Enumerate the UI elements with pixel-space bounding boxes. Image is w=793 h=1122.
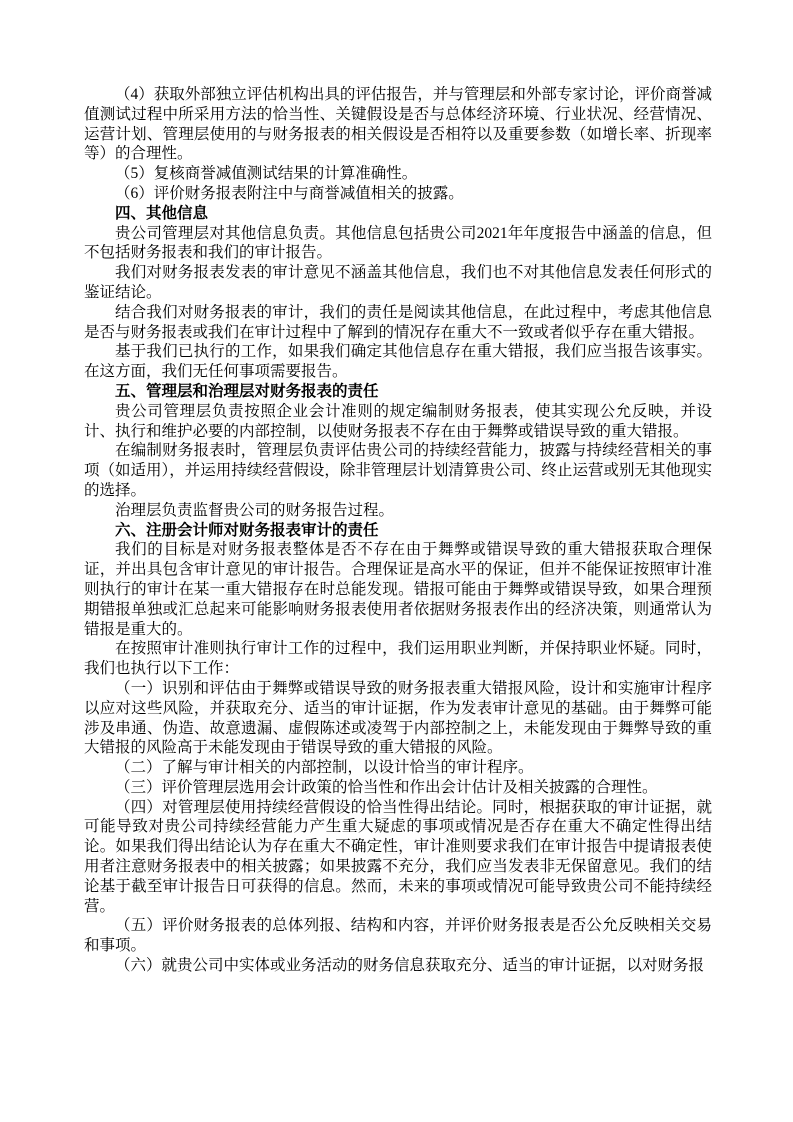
para-work-item-3: （三）评价管理层选用会计政策的恰当性和作出会计估计及相关披露的合理性。 xyxy=(115,778,658,796)
para-goodwill-procedure-4: （4）获取外部独立评估机构出具的评估报告，并与管理层和外部专家讨论，评价商誉减值测试过程中所采用方法的恰当性、关键假设是否与总体经济环境、行业状况、经营情况、运营计划、管理层使用的与财务报表的相关假设是否相符以及重要参数（如增长率、折现率等）的合理性。 xyxy=(84,86,712,163)
para-goodwill-procedure-6: （6）评价财务报表附注中与商誉减值相关的披露。 xyxy=(115,184,464,202)
heading-management-governance-responsibility: 五、管理层和治理层对财务报表的责任 xyxy=(115,382,379,400)
report-body-text xyxy=(84,85,712,976)
para-work-item-1: （一）识别和评估由于舞弊或错误导致的财务报表重大错报风险，设计和实施审计程序以应对这些风险，并获取充分、适当的审计证据，作为发表审计意见的基础。由于舞弊可能涉及串通、伪造、故意遗漏、虚假陈述或凌驾于内部控制之上，未能发现由于舞弊导致的重大错报的风险高于未能发现由于错误导致的重大错报的风险。 xyxy=(84,679,712,757)
para-work-item-6: （六）就贵公司中实体或业务活动的财务信息获取充分、适当的审计证据，以对财务报 xyxy=(115,957,705,975)
para-auditor-objective: 我们的目标是对财务报表整体是否不存在由于舞弊或错误导致的重大错报获取合理保证，并出具包含审计意见的审计报告。合理保证是高水平的保证，但并不能保证按照审计准则执行的审计在某一重大错报存在时总能发现。错报可能由于舞弊或错误导致，如果合理预期错报单独或汇总起来可能影响财务报表使用者依据财务报表作出的经济决策，则通常认为错报是重大的。 xyxy=(84,541,712,638)
para-management-going-concern: 在编制财务报表时，管理层负责评估贵公司的持续经营能力，披露与持续经营相关的事项（如适用），并运用持续经营假设，除非管理层计划清算贵公司、终止运营或别无其他现实的选择。 xyxy=(84,442,712,499)
para-management-prepare-statements: 贵公司管理层负责按照企业会计准则的规定编制财务报表，使其实现公允反映，并设计、执行和维护必要的内部控制，以使财务报表不存在由于舞弊或错误导致的重大错报。 xyxy=(84,402,712,440)
heading-auditor-responsibility: 六、注册会计师对财务报表审计的责任 xyxy=(115,521,379,539)
para-other-info-report-duty: 基于我们已执行的工作，如果我们确定其他信息存在重大错报，我们应当报告该事实。在这方面，我们无任何事项需要报告。 xyxy=(84,343,712,381)
para-other-info-responsibility: 贵公司管理层对其他信息负责。其他信息包括贵公司2021年年度报告中涵盖的信息，但不包括财务报表和我们的审计报告。 xyxy=(84,224,712,262)
para-work-item-2: （二）了解与审计相关的内部控制，以设计恰当的审计程序。 xyxy=(115,759,534,777)
para-other-info-opinion-scope: 我们对财务报表发表的审计意见不涵盖其他信息，我们也不对其他信息发表任何形式的鉴证结论。 xyxy=(84,264,712,301)
heading-other-information: 四、其他信息 xyxy=(115,204,209,222)
para-professional-judgment: 在按照审计准则执行审计工作的过程中，我们运用职业判断，并保持职业怀疑。同时，我们也执行以下工作： xyxy=(84,640,712,678)
para-work-item-5: （五）评价财务报表的总体列报、结构和内容，并评价财务报表是否公允反映相关交易和事项。 xyxy=(84,917,712,955)
para-other-info-reading-duty: 结合我们对财务报表的审计，我们的责任是阅读其他信息，在此过程中，考虑其他信息是否与财务报表或我们在审计过程中了解到的情况存在重大不一致或者似乎存在重大错报。 xyxy=(84,303,712,341)
para-governance-oversight: 治理层负责监督贵公司的财务报告过程。 xyxy=(115,501,395,519)
para-work-item-4: （四）对管理层使用持续经营假设的恰当性得出结论。同时，根据获取的审计证据，就可能导致对贵公司持续经营能力产生重大疑虑的事项或情况是否存在重大不确定性得出结论。如果我们得出结论认为存在重大不确定性，审计准则要求我们在审计报告中提请报表使用者注意财务报表中的相关披露；如果披露不充分，我们应当发表非无保留意见。我们的结论基于截至审计报告日可获得的信息。然而，未来的事项或情况可能导致贵公司不能持续经营。 xyxy=(84,798,712,915)
para-goodwill-procedure-5: （5）复核商誉减值测试结果的计算准确性。 xyxy=(115,165,418,183)
